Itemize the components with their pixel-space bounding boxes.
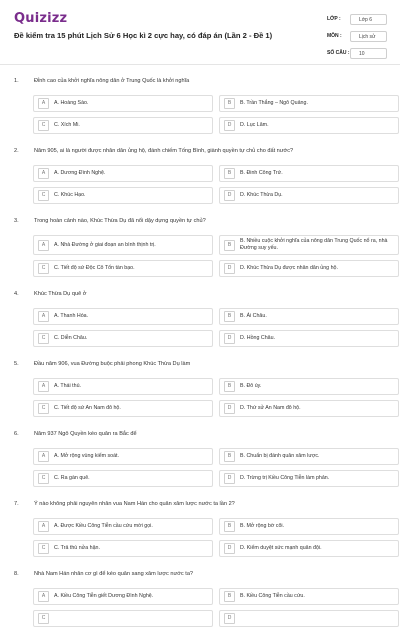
option-letter-badge: D (224, 190, 235, 201)
question-number: 2. (14, 148, 19, 154)
answer-option-b[interactable] (219, 235, 399, 255)
option-text: B. Đinh Công Trứ. (240, 170, 283, 176)
question-number: 7. (14, 501, 19, 507)
question-header (0, 76, 400, 88)
answer-option-c[interactable] (33, 470, 213, 487)
question-8 (0, 569, 400, 627)
answer-option-a[interactable] (33, 448, 213, 465)
quizizz-logo: Quizizz (14, 11, 68, 26)
option-text: C. Ra gàn quê. (54, 475, 90, 481)
answer-option-d[interactable] (219, 117, 399, 134)
answer-option-b[interactable] (219, 95, 399, 112)
answer-option-d[interactable] (219, 260, 399, 277)
question-text: Trong hoàn cảnh nào, Khúc Thừa Dụ đã nổi dậy dựng quyền tự chủ? (34, 218, 206, 224)
option-letter-badge: B (224, 240, 235, 251)
option-text: D. Hồng Châu. (240, 335, 276, 341)
question-5 (0, 359, 400, 417)
option-letter-badge: D (224, 613, 235, 624)
question-text: Năm 905, ai là người được nhân dân ủng hộ, đánh chiếm Tống Bình, giành quyền tự chủ cho đất nước? (34, 148, 294, 154)
option-letter-badge: C (38, 120, 49, 131)
option-letter-badge: B (224, 521, 235, 532)
option-text: C. Tiết độ sứ Độc Cô Tổn tàn bạo. (54, 265, 135, 271)
question-text: Năm 937 Ngô Quyền kéo quân ra Bắc để (34, 431, 137, 437)
option-text: C. Tiết độ sứ An Nam đô hộ. (54, 405, 121, 411)
question-header (0, 569, 400, 581)
meta-row-subject (327, 28, 387, 44)
meta-label-subject: MÔN : (327, 33, 342, 39)
option-letter-badge: B (224, 381, 235, 392)
answer-option-c[interactable] (33, 187, 213, 204)
question-number: 1. (14, 78, 19, 84)
meta-label-count: SỐ CÂU : (327, 50, 350, 56)
answer-options (0, 378, 400, 417)
answer-option-d[interactable] (219, 470, 399, 487)
option-text: B. Nhiều cuộc khởi nghĩa của nông dân Trung Quốc nổ ra, nhà Đường suy yếu. (240, 238, 388, 251)
option-letter-badge: A (38, 381, 49, 392)
question-2 (0, 146, 400, 204)
option-text: A. Mở rộng vùng kiểm soát. (54, 453, 120, 459)
question-header (0, 146, 400, 158)
meta-value-count: 10 (350, 48, 387, 59)
question-header (0, 359, 400, 371)
answer-option-c[interactable] (33, 400, 213, 417)
option-text: D. Khúc Thừa Dụ được nhân dân ủng hộ. (240, 265, 338, 271)
answer-option-b[interactable] (219, 588, 399, 605)
answer-options (0, 518, 400, 557)
question-header (0, 499, 400, 511)
quiz-meta (327, 11, 387, 62)
answer-option-c[interactable] (33, 610, 213, 627)
answer-option-b[interactable] (219, 378, 399, 395)
option-text: C. Khúc Hạo. (54, 192, 86, 198)
option-letter-badge: C (38, 263, 49, 274)
answer-option-d[interactable] (219, 400, 399, 417)
option-letter-badge: A (38, 591, 49, 602)
answer-option-d[interactable] (219, 187, 399, 204)
question-list (0, 76, 400, 639)
answer-option-a[interactable] (33, 308, 213, 325)
option-letter-badge: A (38, 168, 49, 179)
answer-option-a[interactable] (33, 235, 213, 255)
answer-option-a[interactable] (33, 518, 213, 535)
question-7 (0, 499, 400, 557)
quiz-title: Đề kiểm tra 15 phút Lịch Sử 6 Học kì 2 cực hay, có đáp án (Lần 2 - Đề 1) (14, 31, 273, 40)
answer-option-c[interactable] (33, 260, 213, 277)
meta-row-class (327, 11, 387, 27)
option-letter-badge: D (224, 473, 235, 484)
answer-option-d[interactable] (219, 540, 399, 557)
option-text: C. Trả thù nửa hận. (54, 545, 100, 551)
answer-options (0, 588, 400, 627)
question-4 (0, 289, 400, 347)
question-3 (0, 216, 400, 277)
question-number: 8. (14, 571, 19, 577)
option-letter-badge: D (224, 333, 235, 344)
question-header (0, 216, 400, 228)
answer-option-c[interactable] (33, 540, 213, 557)
option-text: B. Đô úy. (240, 383, 262, 389)
quiz-header (0, 0, 400, 65)
option-text: D. Lục Lâm. (240, 122, 269, 128)
option-letter-badge: D (224, 120, 235, 131)
answer-option-b[interactable] (219, 308, 399, 325)
option-text: B. Chuẩn bị đánh quân xâm lược. (240, 453, 320, 459)
option-text: A. Được Kiều Công Tiễn cầu cứu mời gọi. (54, 523, 153, 529)
answer-option-a[interactable] (33, 378, 213, 395)
question-text: Đầu năm 906, vua Đường buộc phải phong Khúc Thừa Dụ làm (34, 361, 191, 367)
question-header (0, 289, 400, 301)
option-text: D. Trừng trị Kiều Công Tiễn làm phản. (240, 475, 330, 481)
option-text: C. Xích Mi. (54, 122, 80, 128)
meta-value-class: Lớp 6 (350, 14, 387, 25)
option-text: B. Mở rộng bờ cõi. (240, 523, 285, 529)
question-1 (0, 76, 400, 134)
answer-option-d[interactable] (219, 330, 399, 347)
option-text: A. Kiều Công Tiễn giết Dương Đình Nghệ. (54, 593, 154, 599)
option-text: A. Hoàng Sào. (54, 100, 89, 106)
answer-option-a[interactable] (33, 95, 213, 112)
question-text: Đỉnh cao của khởi nghĩa nông dân ở Trung Quốc là khởi nghĩa (34, 78, 190, 84)
question-number: 6. (14, 431, 19, 437)
option-letter-badge: C (38, 543, 49, 554)
question-number: 4. (14, 291, 19, 297)
option-letter-badge: B (224, 168, 235, 179)
option-letter-badge: B (224, 311, 235, 322)
option-letter-badge: A (38, 98, 49, 109)
option-text: D. Kiểm duyệt sức mạnh quân đội. (240, 545, 322, 551)
answer-option-b[interactable] (219, 518, 399, 535)
answer-option-b[interactable] (219, 165, 399, 182)
option-letter-badge: B (224, 591, 235, 602)
option-text: B. Ái Châu. (240, 313, 267, 319)
answer-options (0, 95, 400, 134)
option-letter-badge: C (38, 190, 49, 201)
answer-option-d[interactable] (219, 610, 399, 627)
answer-options (0, 235, 400, 277)
answer-options (0, 165, 400, 204)
answer-option-a[interactable] (33, 588, 213, 605)
meta-label-class: LỚP : (327, 16, 341, 22)
option-text: A. Nhà Đường ở giai đoạn an bình thịnh trị. (54, 241, 156, 248)
question-number: 5. (14, 361, 19, 367)
question-6 (0, 429, 400, 487)
option-letter-badge: B (224, 98, 235, 109)
meta-value-subject: Lịch sử (350, 31, 387, 42)
option-letter-badge: A (38, 311, 49, 322)
option-text: B. Kiều Công Tiễn cầu cứu. (240, 593, 305, 599)
answer-option-a[interactable] (33, 165, 213, 182)
question-text: Ý nào không phải nguyên nhân vua Nam Hán cho quân xâm lược nước ta lần 2? (34, 501, 235, 507)
option-letter-badge: C (38, 473, 49, 484)
option-text: A. Dương Đình Nghệ. (54, 170, 106, 176)
question-header (0, 429, 400, 441)
answer-option-c[interactable] (33, 330, 213, 347)
answer-option-b[interactable] (219, 448, 399, 465)
option-letter-badge: B (224, 451, 235, 462)
question-text: Nhà Nam Hán nhân cơ gì để kéo quân sang xâm lược nước ta? (34, 571, 194, 577)
option-text: D. Khúc Thừa Dụ. (240, 192, 283, 198)
option-letter-badge: C (38, 403, 49, 414)
question-number: 3. (14, 218, 19, 224)
answer-option-c[interactable] (33, 117, 213, 134)
option-letter-badge: C (38, 613, 49, 624)
option-letter-badge: A (38, 521, 49, 532)
answer-options (0, 448, 400, 487)
option-text: D. Thứ sử An Nam đô hộ. (240, 405, 301, 411)
option-text: A. Thái thú. (54, 383, 81, 389)
option-letter-badge: A (38, 451, 49, 462)
option-text: B. Trần Thắng – Ngô Quảng. (240, 100, 308, 106)
option-letter-badge: D (224, 543, 235, 554)
option-letter-badge: D (224, 263, 235, 274)
option-letter-badge: C (38, 333, 49, 344)
option-text: C. Diễn Châu. (54, 335, 88, 341)
option-text: A. Thanh Hóa. (54, 313, 89, 319)
option-letter-badge: D (224, 403, 235, 414)
question-text: Khúc Thừa Dụ quê ở (34, 291, 87, 297)
option-letter-badge: A (38, 240, 49, 251)
meta-row-count (327, 45, 387, 61)
answer-options (0, 308, 400, 347)
